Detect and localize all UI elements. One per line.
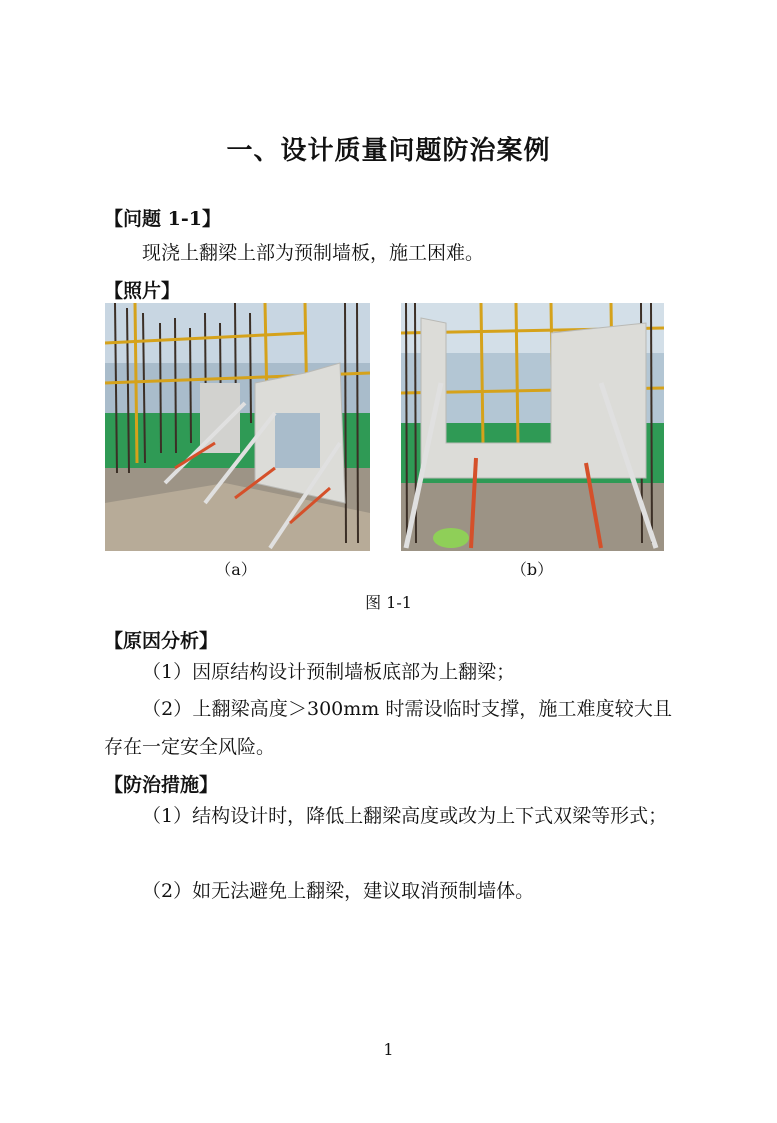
cause-heading: 【原因分析】: [104, 630, 219, 652]
page-title: 一、设计质量问题防治案例: [226, 136, 551, 166]
photos-heading: 【照片】: [104, 280, 181, 302]
photo-b-caption: （b）: [510, 560, 554, 579]
cause-item-2: （2）上翻梁高度＞300mm 时需设临时支撑，施工难度较大且存在一定安全风险。: [104, 698, 672, 758]
prevention-item-1: （1）结构设计时，降低上翻梁高度或改为上下式双梁等形式；: [142, 805, 668, 827]
page-number: 1: [383, 1040, 394, 1059]
photo-b: [401, 303, 664, 551]
problem-heading: 【问题 1-1】: [104, 208, 221, 230]
cause-item-1: （1）因原结构设计预制墙板底部为上翻梁；: [142, 661, 516, 683]
problem-text: 现浇上翻梁上部为预制墙板，施工困难。: [142, 242, 485, 264]
prevention-heading: 【防治措施】: [104, 774, 219, 796]
photo-a: [105, 303, 370, 551]
prevention-item-2: （2）如无法避免上翻梁，建议取消预制墙体。: [142, 880, 535, 902]
figure-caption: 图 1-1: [365, 593, 412, 612]
photo-a-caption: （a）: [215, 560, 257, 579]
